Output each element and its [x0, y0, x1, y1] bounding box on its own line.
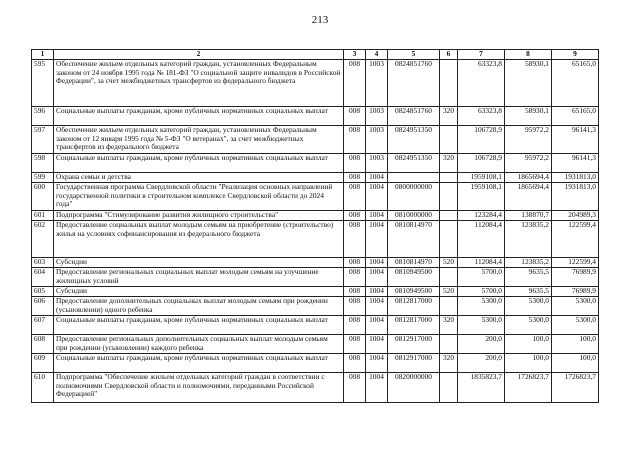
- row-admin-code: 008: [344, 335, 366, 354]
- row-amount-year-1: 5300,0: [458, 316, 505, 335]
- row-number: 607: [32, 316, 54, 335]
- table-row: [32, 173, 599, 183]
- table-row: [32, 107, 599, 126]
- table-row: [32, 268, 599, 287]
- row-amount-year-1: 5700,0: [458, 268, 505, 287]
- row-number: 610: [32, 373, 54, 403]
- table-row: [32, 287, 599, 297]
- column-header: 8: [505, 50, 552, 60]
- row-amount-year-3: 1931813,0: [552, 173, 599, 183]
- row-target-article: 0810000000: [388, 211, 440, 221]
- row-admin-code: 008: [344, 173, 366, 183]
- row-description: Государственная программа Свердловской области "Реализация основных направлений государственной политики в строительном комплексе Свердловской области до 2024 года": [54, 183, 344, 211]
- row-amount-year-3: 5300,0: [552, 297, 599, 316]
- row-target-article: 0812917000: [388, 335, 440, 354]
- row-amount-year-2: 95972,2: [505, 126, 552, 154]
- row-section-code: 1004: [366, 183, 388, 211]
- row-amount-year-3: 96141,3: [552, 126, 599, 154]
- table-row: [32, 183, 599, 211]
- row-amount-year-2: 5300,0: [505, 297, 552, 316]
- row-amount-year-2: 100,0: [505, 335, 552, 354]
- row-description: Субсидии: [54, 287, 344, 297]
- row-amount-year-3: 204989,3: [552, 211, 599, 221]
- row-admin-code: 008: [344, 154, 366, 173]
- table-header-row: [32, 50, 599, 60]
- row-expense-type: 320: [440, 154, 458, 173]
- row-expense-type: [440, 297, 458, 316]
- table-row: [32, 126, 599, 154]
- row-amount-year-3: 1931813,0: [552, 183, 599, 211]
- row-amount-year-1: 5300,0: [458, 297, 505, 316]
- row-admin-code: 008: [344, 183, 366, 211]
- row-admin-code: 008: [344, 221, 366, 258]
- row-amount-year-2: 58930,1: [505, 60, 552, 107]
- row-admin-code: 008: [344, 60, 366, 107]
- row-target-article: 0812817000: [388, 316, 440, 335]
- row-number: 606: [32, 297, 54, 316]
- row-number: 596: [32, 107, 54, 126]
- row-admin-code: 008: [344, 297, 366, 316]
- row-number: 595: [32, 60, 54, 107]
- row-amount-year-2: 5300,0: [505, 316, 552, 335]
- row-amount-year-1: 63323,8: [458, 60, 505, 107]
- row-amount-year-2: 9635,5: [505, 268, 552, 287]
- row-section-code: 1004: [366, 316, 388, 335]
- row-admin-code: 008: [344, 211, 366, 221]
- row-admin-code: 008: [344, 287, 366, 297]
- row-expense-type: [440, 373, 458, 403]
- row-description: Подпрограмма "Стимулирование развития жилищного строительства": [54, 211, 344, 221]
- row-expense-type: [440, 173, 458, 183]
- row-number: 597: [32, 126, 54, 154]
- table-row: [32, 60, 599, 107]
- row-target-article: 0812917000: [388, 354, 440, 373]
- row-description: Предоставление дополнительных социальных выплат молодым семьям при рождении (усыновлении) одного ребенка: [54, 297, 344, 316]
- budget-table: [31, 49, 599, 403]
- row-expense-type: [440, 211, 458, 221]
- row-amount-year-1: 106728,9: [458, 126, 505, 154]
- row-section-code: 1004: [366, 335, 388, 354]
- row-amount-year-3: 100,0: [552, 335, 599, 354]
- row-amount-year-2: 1865694,4: [505, 183, 552, 211]
- row-description: Предоставление региональных социальных выплат молодым семьям на улучшение жилищных условий: [54, 268, 344, 287]
- row-amount-year-1: 200,0: [458, 354, 505, 373]
- row-admin-code: 008: [344, 126, 366, 154]
- row-amount-year-1: 200,0: [458, 335, 505, 354]
- row-target-article: [388, 173, 440, 183]
- row-amount-year-1: 63323,8: [458, 107, 505, 126]
- column-header: 5: [388, 50, 440, 60]
- row-section-code: 1003: [366, 107, 388, 126]
- row-description: Предоставление социальных выплат молодым семьям на приобретение (строительство) жилья на условиях софинансирования из федерального бюджета: [54, 221, 344, 258]
- row-number: 609: [32, 354, 54, 373]
- row-admin-code: 008: [344, 316, 366, 335]
- row-amount-year-1: 1835823,7: [458, 373, 505, 403]
- row-admin-code: 008: [344, 258, 366, 268]
- row-expense-type: [440, 335, 458, 354]
- row-number: 608: [32, 335, 54, 354]
- column-header: 6: [440, 50, 458, 60]
- page-number: 213: [311, 14, 329, 26]
- column-header: 3: [344, 50, 366, 60]
- row-amount-year-3: 122599,4: [552, 258, 599, 268]
- column-header: 2: [54, 50, 344, 60]
- row-amount-year-2: 138870,7: [505, 211, 552, 221]
- row-section-code: 1003: [366, 126, 388, 154]
- row-number: 602: [32, 221, 54, 258]
- row-amount-year-1: 112084,4: [458, 221, 505, 258]
- row-section-code: 1003: [366, 154, 388, 173]
- row-section-code: 1004: [366, 258, 388, 268]
- row-section-code: 1004: [366, 297, 388, 316]
- row-expense-type: 320: [440, 354, 458, 373]
- row-admin-code: 008: [344, 107, 366, 126]
- row-number: 598: [32, 154, 54, 173]
- row-target-article: 0820000000: [388, 373, 440, 403]
- row-number: 600: [32, 183, 54, 211]
- table-row: [32, 297, 599, 316]
- row-section-code: 1003: [366, 60, 388, 107]
- row-amount-year-3: 1726823,7: [552, 373, 599, 403]
- row-amount-year-2: 1726823,7: [505, 373, 552, 403]
- row-amount-year-3: 76989,9: [552, 287, 599, 297]
- row-amount-year-1: 112084,4: [458, 258, 505, 268]
- row-description: Социальные выплаты гражданам, кроме публичных нормативных социальных выплат: [54, 154, 344, 173]
- row-amount-year-2: 100,0: [505, 354, 552, 373]
- column-header: 4: [366, 50, 388, 60]
- table-row: [32, 316, 599, 335]
- table-row: [32, 373, 599, 403]
- row-amount-year-2: 123835,2: [505, 221, 552, 258]
- table-body: [32, 60, 599, 403]
- row-description: Социальные выплаты гражданам, кроме публичных нормативных социальных выплат: [54, 107, 344, 126]
- row-number: 605: [32, 287, 54, 297]
- row-expense-type: [440, 183, 458, 211]
- column-header: 9: [552, 50, 599, 60]
- table-row: [32, 354, 599, 373]
- row-description: Предоставление региональных дополнительных социальных выплат молодым семьям при рождении (усыновлении) каждого ребенка: [54, 335, 344, 354]
- row-amount-year-3: 122599,4: [552, 221, 599, 258]
- row-amount-year-3: 76989,9: [552, 268, 599, 287]
- table-row: [32, 258, 599, 268]
- row-section-code: 1004: [366, 211, 388, 221]
- row-section-code: 1004: [366, 287, 388, 297]
- row-expense-type: 320: [440, 316, 458, 335]
- row-expense-type: [440, 268, 458, 287]
- row-target-article: 0810949500: [388, 287, 440, 297]
- row-amount-year-1: 123284,4: [458, 211, 505, 221]
- row-number: 599: [32, 173, 54, 183]
- row-target-article: 0824951350: [388, 126, 440, 154]
- row-description: Обеспечение жильем отдельных категорий граждан, установленных Федеральным законом от 12 января 1995 года № 5-ФЗ "О ветеранах", за счет межбюджетных трансфертов из федерального бюджета: [54, 126, 344, 154]
- row-section-code: 1004: [366, 221, 388, 258]
- row-description: Охрана семьи и детства: [54, 173, 344, 183]
- row-description: Обеспечение жильем отдельных категорий граждан, установленных Федеральным законом от 24 ноября 1995 года № 181-ФЗ "О социальной защите инвалидов в Российской Федерации", за счет межбюджетных трансфертов из федерального бюджета: [54, 60, 344, 107]
- row-amount-year-2: 1865694,4: [505, 173, 552, 183]
- row-amount-year-3: 96141,3: [552, 154, 599, 173]
- row-amount-year-3: 100,0: [552, 354, 599, 373]
- row-target-article: 0810949500: [388, 268, 440, 287]
- row-amount-year-1: 1959108,1: [458, 183, 505, 211]
- table-row: [32, 211, 599, 221]
- row-admin-code: 008: [344, 268, 366, 287]
- row-amount-year-3: 5300,0: [552, 316, 599, 335]
- row-amount-year-1: 5700,0: [458, 287, 505, 297]
- row-target-article: 0824851760: [388, 107, 440, 126]
- row-amount-year-3: 65165,0: [552, 60, 599, 107]
- row-section-code: 1004: [366, 373, 388, 403]
- row-amount-year-2: 95972,2: [505, 154, 552, 173]
- row-number: 603: [32, 258, 54, 268]
- row-target-article: 0800000000: [388, 183, 440, 211]
- row-section-code: 1004: [366, 354, 388, 373]
- table-row: [32, 221, 599, 258]
- row-expense-type: 520: [440, 287, 458, 297]
- row-description: Социальные выплаты гражданам, кроме публичных нормативных социальных выплат: [54, 354, 344, 373]
- column-header: 1: [32, 50, 54, 60]
- row-target-article: 0824851760: [388, 60, 440, 107]
- row-description: Субсидии: [54, 258, 344, 268]
- row-admin-code: 008: [344, 354, 366, 373]
- row-amount-year-2: 123835,2: [505, 258, 552, 268]
- row-description: Подпрограмма "Обеспечение жильем отдельных категорий граждан в соответствии с полномочиями Свердловской области и полномочиями, переданными Российской Федерацией": [54, 373, 344, 403]
- row-expense-type: [440, 60, 458, 107]
- row-target-article: 0812817000: [388, 297, 440, 316]
- row-amount-year-3: 65165,0: [552, 107, 599, 126]
- row-number: 601: [32, 211, 54, 221]
- column-header: 7: [458, 50, 505, 60]
- row-target-article: 0824951350: [388, 154, 440, 173]
- row-expense-type: 320: [440, 107, 458, 126]
- row-expense-type: 520: [440, 258, 458, 268]
- row-section-code: 1004: [366, 268, 388, 287]
- row-target-article: 0810814970: [388, 221, 440, 258]
- table-row: [32, 335, 599, 354]
- row-expense-type: [440, 221, 458, 258]
- row-target-article: 0810814970: [388, 258, 440, 268]
- row-amount-year-2: 9635,5: [505, 287, 552, 297]
- row-section-code: 1004: [366, 173, 388, 183]
- row-amount-year-1: 106728,9: [458, 154, 505, 173]
- row-expense-type: [440, 126, 458, 154]
- row-amount-year-2: 58930,1: [505, 107, 552, 126]
- row-description: Социальные выплаты гражданам, кроме публичных нормативных социальных выплат: [54, 316, 344, 335]
- table-row: [32, 154, 599, 173]
- row-admin-code: 008: [344, 373, 366, 403]
- row-number: 604: [32, 268, 54, 287]
- row-amount-year-1: 1959108,1: [458, 173, 505, 183]
